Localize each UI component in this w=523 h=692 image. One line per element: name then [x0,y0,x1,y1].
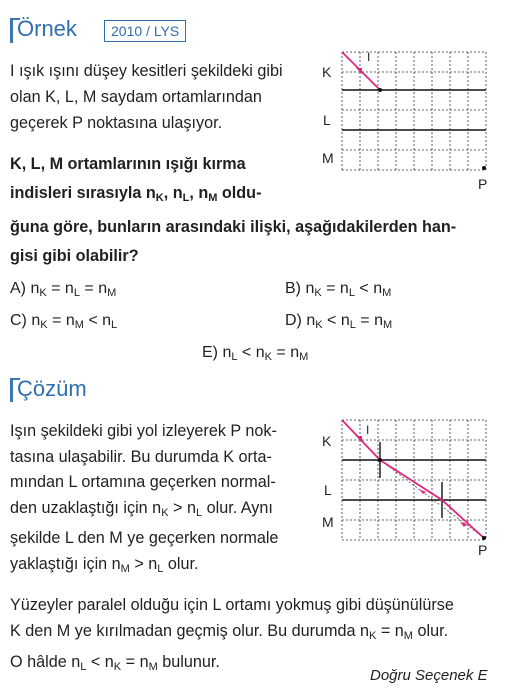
fig1-label-p: P [478,176,488,192]
solution-figure [336,414,506,550]
fig2-label-m: M [322,514,334,530]
fig2-label-i: I [366,423,370,437]
example-header-bar [10,18,13,43]
answer-label: Doğru Seçenek E [370,667,488,684]
exam-tag: 2010 / LYS [104,20,186,42]
fig2-point-p [482,536,486,540]
solution-text [10,419,278,582]
option-d[interactable]: D) $n_K < n_L = n_M$ [285,312,393,331]
intro-line: I ışık ışını düşey kesitleri şekildeki gibi [10,62,283,80]
fig1-point-p [482,166,486,170]
solution-line: şekilde L den M ye geçerken normale [10,529,279,547]
example-intro [10,58,283,136]
question-line: indisleri sırasıyla $n_K$, $n_L$, $n_M$ oldu- [10,184,262,204]
fig2-point [378,458,382,462]
solution-header-bar [10,378,13,402]
fig1-label-l: L [323,112,331,128]
fig2-grid [342,420,486,540]
solution-line: den uzaklaştığı için $n_K > n_L$ olur. Aynı [10,498,273,519]
fig1-grid [342,52,486,170]
solution-line: Yüzeyler paralel olduğu için L ortamı yokmuş gibi düşünülürse [10,596,454,614]
solution-title: Çözüm [17,376,87,401]
option-a[interactable]: A) $n_K = n_L = n_M$ [10,280,117,299]
solution-line: O hâlde $n_L < n_K = n_M$ bulunur. [10,653,220,673]
fig1-ray-arrow [356,68,362,74]
question-line: K, L, M ortamlarının ışığı kırma [10,155,246,173]
fig2-label-l: L [324,482,332,498]
fig1-label-i: I [367,50,371,64]
fig2-ray-arrow [356,436,362,442]
option-b[interactable]: B) $n_K = n_L < n_M$ [285,280,392,299]
fig2-label-p: P [478,542,488,558]
question-line: gisi gibi olabilir? [10,247,139,265]
solution-line: tasına ulaşabilir. Bu durumda K orta- [10,447,272,466]
solution-line: yaklaştığı için $n_M > n_L$ olur. [10,554,199,575]
solution-line: mından L ortamına geçerken normal- [10,473,276,491]
example-figure [336,44,506,180]
fig2-straight-path [380,460,484,538]
solution-line: Işın şekildeki gibi yol izleyerek P nok- [10,422,277,440]
option-e[interactable]: E) $n_L < n_K = n_M$ [202,344,309,363]
example-title: Örnek [17,16,77,41]
option-c[interactable]: C) $n_K = n_M < n_L$ [10,312,118,331]
intro-line: geçerek P noktasına ulaşıyor. [10,114,223,132]
fig1-point [378,88,382,92]
solution-line: K den M ye kırılmadan geçmiş olur. Bu durumda $n_K = n_M$ olur. [10,622,449,642]
question-line: ğuna göre, bunların arasındaki ilişki, aşağıdakilerden han- [10,218,457,236]
fig1-label-k: K [322,64,332,80]
intro-line: olan K, L, M saydam ortamlarından [10,88,262,106]
fig1-label-m: M [322,150,334,166]
fig2-label-k: K [322,433,332,449]
